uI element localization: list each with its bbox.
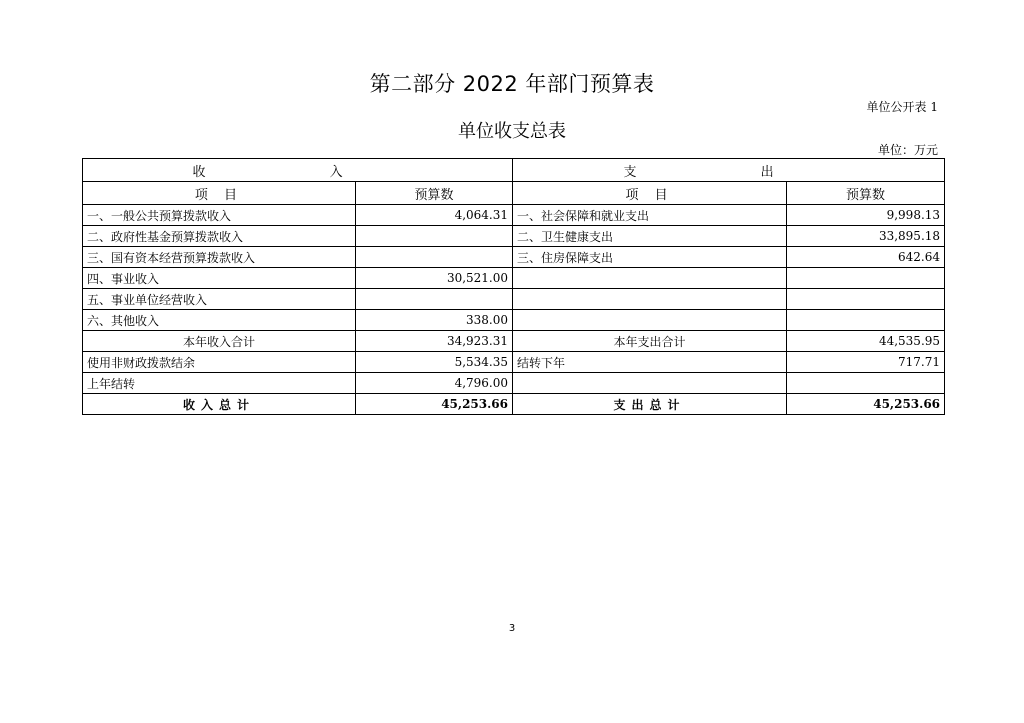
expense-header: 支 出 [513, 159, 945, 182]
expense-item [513, 373, 787, 394]
expense-value [787, 289, 945, 310]
income-item: 上年结转 [83, 373, 356, 394]
income-item: 三、国有资本经营预算拨款收入 [83, 247, 356, 268]
expense-year-total-label: 本年支出合计 [513, 331, 787, 352]
expense-item [513, 289, 787, 310]
table-row [83, 373, 945, 394]
income-item: 五、事业单位经营收入 [83, 289, 356, 310]
expense-item: 三、住房保障支出 [513, 247, 787, 268]
income-budget-header: 预算数 [356, 182, 513, 205]
income-header: 收 入 [83, 159, 513, 182]
expense-grand-total-value: 45,253.66 [787, 394, 945, 415]
table-title: 单位收支总表 [458, 121, 566, 142]
income-item-header: 项 目 [83, 182, 356, 205]
income-value [356, 247, 513, 268]
income-value: 4,796.00 [356, 373, 513, 394]
income-value: 4,064.31 [356, 205, 513, 226]
table-row [83, 352, 945, 373]
unit-label: 单位：万元 [877, 143, 938, 157]
table-row [83, 226, 945, 247]
expense-value [787, 268, 945, 289]
header-row-section [83, 159, 945, 182]
income-item: 二、政府性基金预算拨款收入 [83, 226, 356, 247]
income-value [356, 289, 513, 310]
income-value: 5,534.35 [356, 352, 513, 373]
expense-grand-total-label: 支出总计 [513, 394, 787, 415]
page-number: 3 [508, 623, 516, 634]
income-value: 30,521.00 [356, 268, 513, 289]
expense-item [513, 310, 787, 331]
income-grand-total-value: 45,253.66 [356, 394, 513, 415]
table-row [83, 310, 945, 331]
form-number: 单位公开表 1 [866, 100, 938, 114]
expense-item: 二、卫生健康支出 [513, 226, 787, 247]
expense-budget-header: 预算数 [787, 182, 945, 205]
budget-table [82, 158, 945, 415]
expense-item [513, 268, 787, 289]
table-row [83, 205, 945, 226]
income-item: 一、一般公共预算拨款收入 [83, 205, 356, 226]
expense-item: 结转下年 [513, 352, 787, 373]
table-row [83, 289, 945, 310]
income-value [356, 226, 513, 247]
table-row [83, 247, 945, 268]
income-year-total-label: 本年收入合计 [83, 331, 356, 352]
expense-item-header: 项 目 [513, 182, 787, 205]
income-item: 四、事业收入 [83, 268, 356, 289]
year-total-row [83, 331, 945, 352]
expense-value [787, 373, 945, 394]
header-row-columns [83, 182, 945, 205]
expense-year-total-value: 44,535.95 [787, 331, 945, 352]
income-year-total-value: 34,923.31 [356, 331, 513, 352]
income-value: 338.00 [356, 310, 513, 331]
expense-value: 717.71 [787, 352, 945, 373]
income-grand-total-label: 收入总计 [83, 394, 356, 415]
expense-value [787, 310, 945, 331]
expense-value: 642.64 [787, 247, 945, 268]
expense-item: 一、社会保障和就业支出 [513, 205, 787, 226]
table-row [83, 268, 945, 289]
page-title: 第二部分 2022 年部门预算表 [369, 72, 655, 96]
income-item: 使用非财政拨款结余 [83, 352, 356, 373]
grand-total-row [83, 394, 945, 415]
expense-value: 9,998.13 [787, 205, 945, 226]
income-item: 六、其他收入 [83, 310, 356, 331]
expense-value: 33,895.18 [787, 226, 945, 247]
